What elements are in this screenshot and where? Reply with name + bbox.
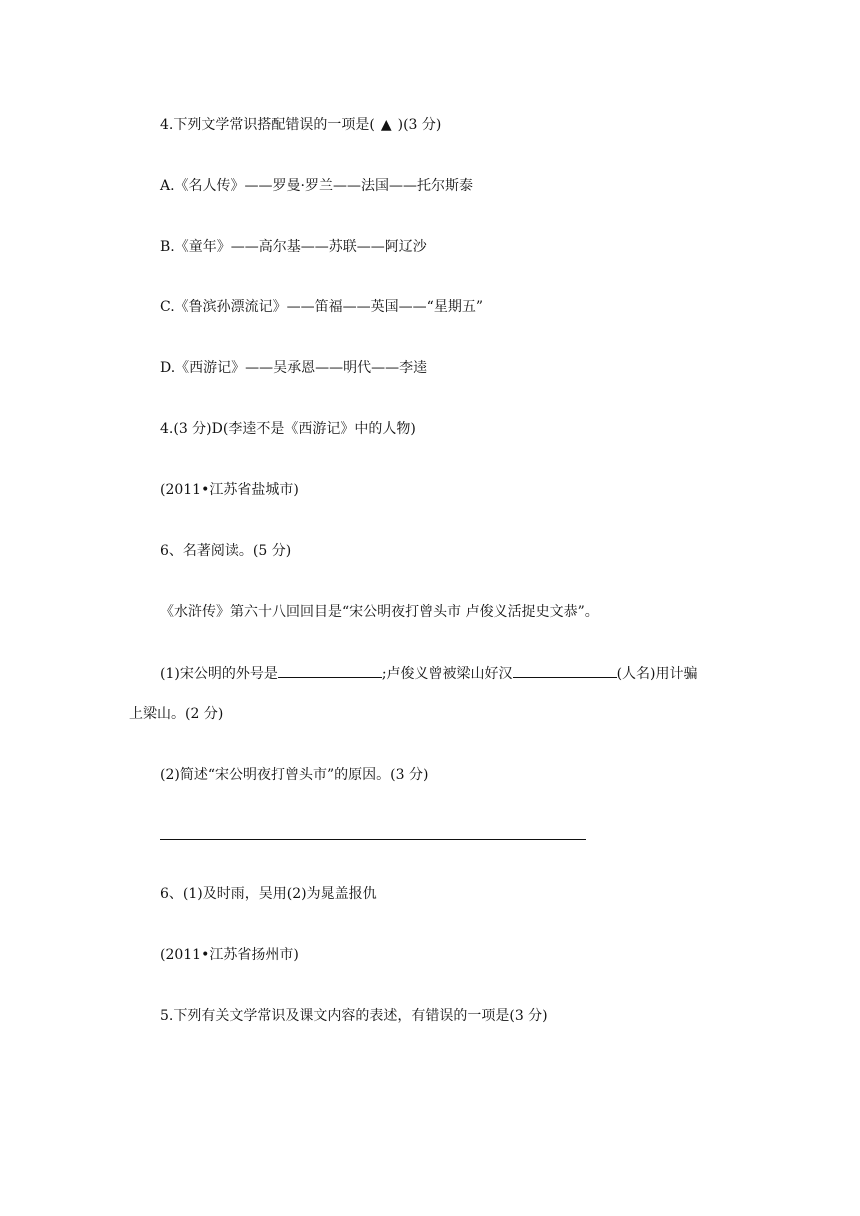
- blank-nickname[interactable]: [278, 663, 382, 678]
- q6-sub1-part2: ;卢俊义曾被梁山好汉: [381, 666, 513, 682]
- q4-option-c: C.《鲁滨孙漂流记》——笛福——英国——“星期五”: [160, 299, 483, 315]
- q6-title: 6、名著阅读。(5 分): [160, 543, 292, 559]
- source-yancheng: (2011•江苏省盐城市): [160, 482, 299, 498]
- q6-answer: 6、(1)及时雨，吴用(2)为晁盖报仇: [160, 886, 377, 902]
- q6-sub2: (2)简述“宋公明夜打曾头市”的原因。(3 分): [160, 767, 429, 783]
- q6-sub1-part3: (人名)用计骗: [616, 666, 698, 682]
- q4-stem: [160, 115, 441, 135]
- q6-sub1-continuation: 上梁山。(2 分): [129, 706, 224, 722]
- q4-option-a: A.《名人传》——罗曼·罗兰——法国——托尔斯泰: [160, 178, 474, 194]
- q5-stem: 5.下列有关文学常识及课文内容的表述，有错误的一项是(3 分): [160, 1008, 548, 1024]
- q4-stem-suffix: )(3 分): [397, 117, 442, 133]
- source-yangzhou: (2011•江苏省扬州市): [160, 947, 299, 963]
- q4-answer: 4.(3 分)D(李逵不是《西游记》中的人物): [160, 421, 416, 437]
- q6-sub1-part1: (1)宋公明的外号是: [160, 666, 278, 682]
- answer-line[interactable]: [160, 839, 586, 840]
- q4-option-b: B.《童年》——高尔基——苏联——阿辽沙: [160, 239, 427, 255]
- q4-option-d: D.《西游记》——吴承恩——明代——李逵: [160, 360, 428, 376]
- q6-intro: 《水浒传》第六十八回回目是“宋公明夜打曾头市 卢俊义活捉史文恭”。: [160, 604, 599, 620]
- q6-sub1: [160, 663, 698, 684]
- blank-person-name[interactable]: [513, 663, 617, 678]
- q4-stem-prefix: 4.下列文学常识搭配错误的一项是(: [160, 117, 375, 133]
- triangle-mark-icon: ▲: [380, 117, 392, 133]
